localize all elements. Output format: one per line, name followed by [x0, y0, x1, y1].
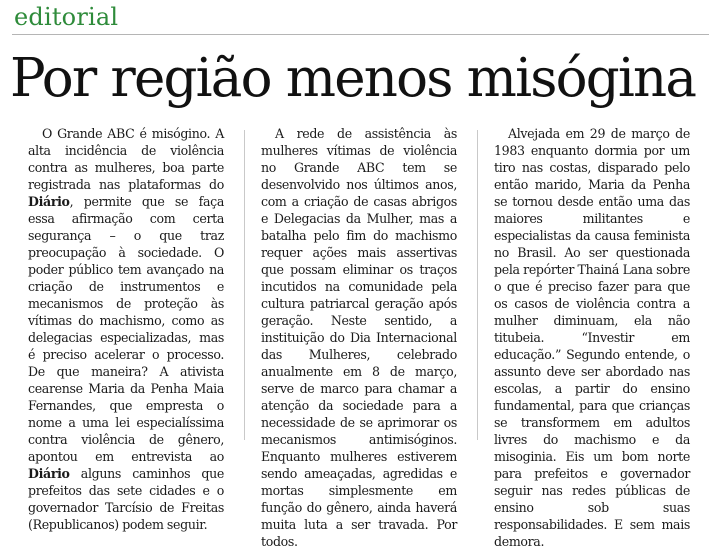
header-rule: [12, 34, 709, 35]
column-divider: [244, 130, 245, 440]
headline: Por região menos misógina: [10, 48, 696, 109]
paragraph: A rede de assistência às mulheres vítimas de violência no Grande ABC tem se desenvolvido nos últimos anos, com a criação de casas abrigos e Delegacias da Mulher, mas a batalha pelo fim do machismo requer ações mais assertivas que possam eliminar os traços incutidos na comunidade pela cultura patriarcal geração após geração. Neste sentido, a instituição do Dia Internacional das Mulheres, celebrado anualmente em 8 de março, serve de marco para chamar a atenção da sociedade para a necessidade de se aprimorar os mecanismos antimisóginos. Enquanto mulheres estiverem sendo ameaçadas, agredidas e mortas simplesmente em função do gênero, ainda haverá muita luta a ser travada. Por todos.: [261, 126, 457, 549]
article-column-1: [28, 125, 224, 533]
newspaper-name: Diário: [28, 194, 70, 209]
section-label: editorial: [14, 3, 119, 31]
newspaper-name: Diário: [28, 466, 70, 481]
text-run: , permite que se faça essa afirmação com certa segurança – o que traz preocupação à sociedade. O poder público tem avançado na criação de instrumentos e mecanismos de proteção às vítimas do machismo, como as delegacias especializadas, mas é preciso acelerar o processo. De que maneira? A ativista cearense Maria da Penha Maia Fernandes, que empresta o nome a uma lei especialíssima contra violência de gênero, apontou em entrevista ao: [28, 194, 224, 464]
paragraph: Alvejada em 29 de março de 1983 enquanto dormia por um tiro nas costas, disparado pelo então marido, Maria da Penha se tornou desde então uma das maiores militantes e especialistas da causa feminista no Brasil. Ao ser questionada pela repórter Thainá Lana sobre o que é preciso fazer para que os casos de violência contra a mulher diminuam, ela não titubeia. “Investir em educação.” Segundo entende, o assunto deve ser abordado nas escolas, a partir do ensino fundamental, para que crianças se transformem em adultos livres do machismo e da misoginia. Eis um bom norte para prefeitos e governador seguir nas redes públicas de ensino sob suas responsabilidades. E sem mais demora.: [494, 126, 690, 549]
paragraph: [28, 125, 224, 533]
column-divider: [477, 130, 478, 440]
text-run: alguns caminhos que prefeitos das sete cidades e o governador Tarcísio de Freitas (Republicanos) podem seguir.: [28, 466, 224, 532]
article-column-2: [261, 125, 457, 550]
text-run: O Grande ABC é misógino. A alta incidência de violência contra as mulheres, boa parte registrada nas plataformas do: [28, 126, 224, 192]
article-column-3: [494, 125, 690, 550]
